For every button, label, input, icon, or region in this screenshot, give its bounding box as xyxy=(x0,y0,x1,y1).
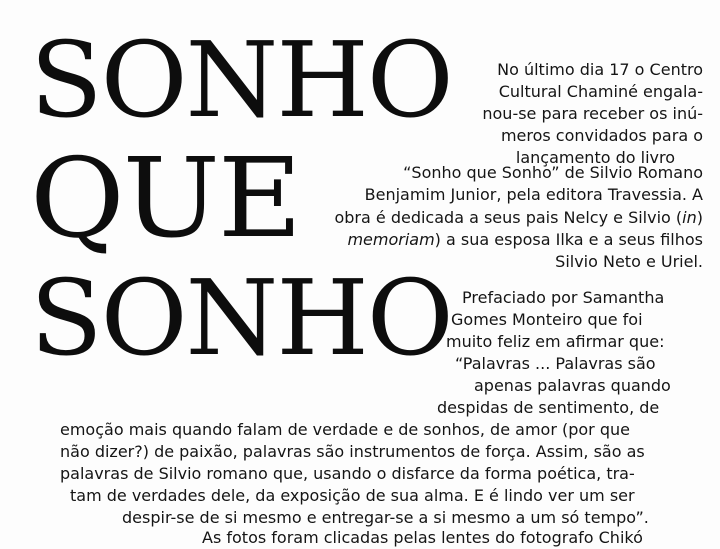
text-line: meros convidados para o xyxy=(500,126,703,145)
text-line: tam de verdades dele, da exposição de sua alma. E é lindo ver um ser xyxy=(70,486,635,505)
text-line: memoriam) a sua esposa Ilka e a seus filhos xyxy=(347,230,703,249)
text-line: obra é dedicada a seus pais Nelcy e Silvio (in) xyxy=(334,208,703,227)
text-line: despir-se de si mesmo e entregar-se a si mesmo a um só tempo”. xyxy=(122,508,649,527)
text-line: Silvio Neto e Uriel. xyxy=(555,252,703,271)
text-line: palavras de Silvio romano que, usando o disfarce da forma poética, tra- xyxy=(60,464,635,483)
text-line: No último dia 17 o Centro xyxy=(497,60,703,79)
text-line: “Palavras ... Palavras são xyxy=(455,354,656,373)
text-line: Gomes Monteiro que foi xyxy=(451,310,643,329)
headline-line-1: SONHO xyxy=(30,19,452,141)
text-line: Prefaciado por Samantha xyxy=(462,288,665,307)
headline-line-2: QUE xyxy=(30,134,301,262)
text-line: apenas palavras quando xyxy=(474,376,671,395)
text-line: Benjamim Junior, pela editora Travessia. A xyxy=(364,185,703,204)
text-line: lançamento do livro xyxy=(515,148,675,167)
text-line: despidas de sentimento, de xyxy=(437,398,660,417)
headline-line-3: SONHO xyxy=(30,257,452,379)
text-line: não dizer?) de paixão, palavras são instrumentos de força. Assim, são as xyxy=(60,442,645,461)
text-line: As fotos foram clicadas pelas lentes do fotografo Chikó xyxy=(202,528,643,547)
text-line: nou-se para receber os inú- xyxy=(482,104,703,123)
text-line: “Sonho que Sonho” de Silvio Romano xyxy=(403,163,703,182)
text-line: emoção mais quando falam de verdade e de sonhos, de amor (por que xyxy=(60,420,630,439)
text-line: Cultural Chaminé engala- xyxy=(498,82,703,101)
text-line: muito feliz em afirmar que: xyxy=(446,332,665,351)
